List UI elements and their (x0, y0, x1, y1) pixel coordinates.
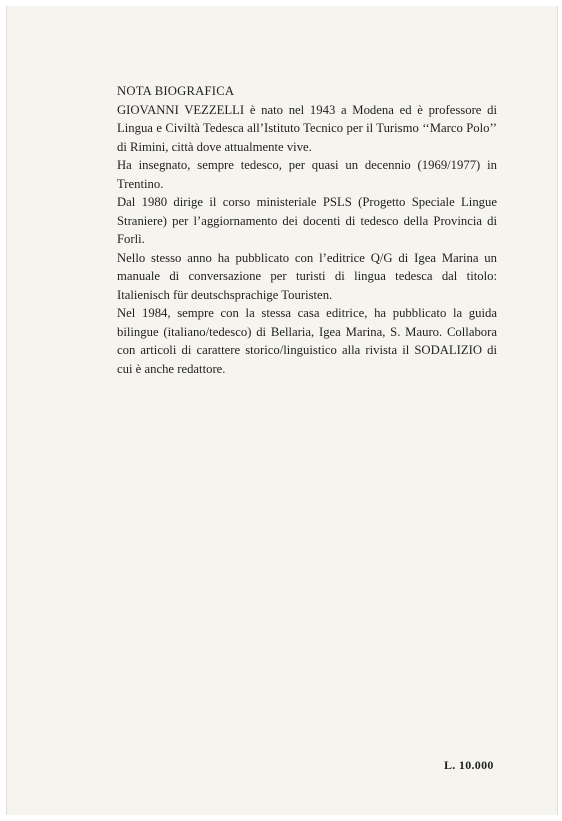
bio-paragraph: Ha insegnato, sempre tedesco, per quasi un decennio (1969/1977) in Trentino. (117, 158, 497, 191)
biography-heading: NOTA BIOGRAFICA (117, 84, 235, 98)
bio-paragraph: Nel 1984, sempre con la stessa casa editrice, ha pubblicato la guida bilingue (italiano/tedesco) di Bellaria, Igea Marina, S. Mauro. Collabora con articoli di carattere storico/linguistico alla rivista il SODALIZIO di cui è anche redattore. (117, 306, 497, 376)
book-back-cover (6, 6, 558, 815)
bio-paragraph: Nello stesso anno ha pubblicato con l’editrice Q/G di Igea Marina un manuale di conversazione per turisti di lingua tedesca dal titolo: Italienisch für deutschsprachige Touristen. (117, 250, 497, 302)
bio-paragraph: GIOVANNI VEZZELLI è nato nel 1943 a Modena ed è professore di Lingua e Civiltà Tedesca all’Istituto Tecnico per il Turismo ‘‘Marco Polo’’ di Rimini, città dove attualmente vive. (117, 102, 497, 154)
biography-block (117, 82, 497, 378)
price-label: L. 10.000 (444, 758, 494, 772)
bio-paragraph: Dal 1980 dirige il corso ministeriale PSLS (Progetto Speciale Lingue Straniere) per l’aggiornamento dei docenti di tedesco della Provincia di Forlì. (117, 195, 497, 246)
